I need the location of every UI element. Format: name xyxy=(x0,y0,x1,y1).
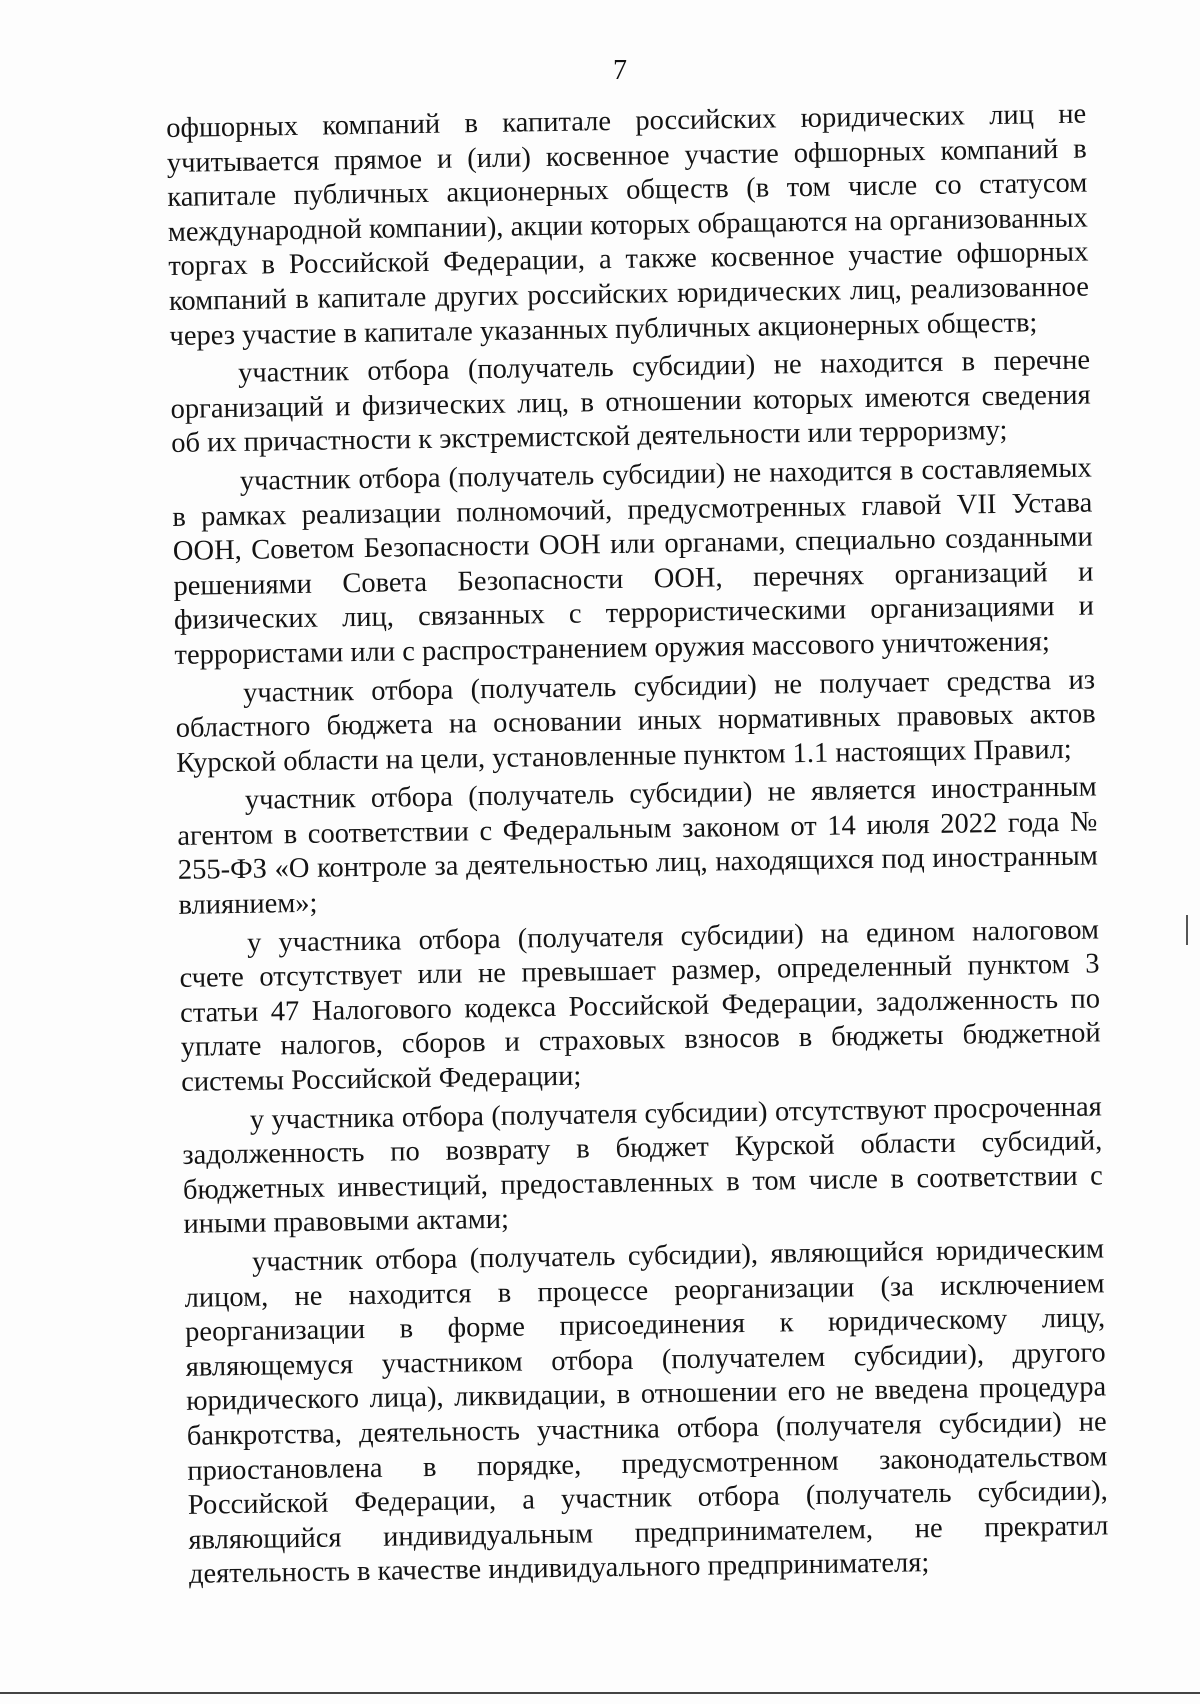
paragraph-reorganization-bankruptcy: участник отбора (получатель субсидии), являющийся юридическим лицом, не находится в процессе реорганизации (за исключением реорганизации в форме присоединения к юридическому лицу, являющемуся участником отбора (получателем субсидии), другого юридического лица), ликвидации, в отношении его не введена процедура банкротства, деятельность участника отбора (получателя субсидии) не приостановлена в порядке, предусмотренном законодательством Российской Федерации, а участник отбора (получатель субсидии), являющийся индивидуальным предпринимателем, не прекратил деятельность в качестве индивидуального предпринимателя; xyxy=(184,1233,1109,1591)
paragraph-overdue-debt: у участника отбора (получателя субсидии) отсутствуют просроченная задолженность по возврату в бюджет Курской области субсидий, бюджетных инвестиций, предоставленных в том числе в соответствии с иными правовыми актами; xyxy=(182,1091,1104,1241)
paragraph-un-sanctions-list: участник отбора (получатель субсидии) не находится в составляемых в рамках реализации полномочий, предусмотренных главой VII Устава ООН, Советом Безопасности ООН или органами, специально созданными решениями Совета Безопасности ООН, перечнях организаций и физических лиц, связанных с террористическими организациями и террористами или с распространением оружия массового уничтожения; xyxy=(172,452,1095,671)
paragraph-foreign-agent: участник отбора (получатель субсидии) не является иностранным агентом в соответствии с Федеральным законом от 14 июля 2022 года № 255-ФЗ «О контроле за деятельностью лиц, находящихся под иностранным влиянием»; xyxy=(177,771,1099,921)
paragraph-regional-budget-funds: участник отбора (получатель субсидии) не получает средства из областного бюджета на основании иных нормативных правовых актов Курской области на цели, установленные пунктом 1.1 настоящих Правил; xyxy=(175,663,1096,779)
paragraph-tax-debt: у участника отбора (получателя субсидии) на едином налоговом счете отсутствует или не превышает размер, определенный пунктом 3 статьи 47 Налогового кодекса Российской Федерации, задолженность по уплате налогов, сборов и страховых взносов в бюджеты бюджетной системы Российской Федерации; xyxy=(179,914,1101,1098)
scan-artifact-bottom xyxy=(0,1692,1200,1694)
paragraph-extremism-list: участник отбора (получатель субсидии) не находится в перечне организаций и физических лиц, в отношении которых имеются сведения об их причастности к экстремистской деятельности или терроризму; xyxy=(170,344,1091,460)
page-number: 7 xyxy=(613,55,627,86)
paragraph-offshore-participation: офшорных компаний в капитале российских юридических лиц не учитывается прямое и (или) косвенное участие офшорных компаний в капитале публичных акционерных обществ (в том числе со статусом международной компании), акции которых обращаются на организованных торгах в Российской Федерации, а также косвенное участие офшорных компаний в капитале других российских юридических лиц, реализованное через участие в капитале указанных публичных акционерных обществ; xyxy=(166,98,1090,352)
document-body xyxy=(166,98,1109,1597)
scan-artifact-right xyxy=(1186,915,1188,945)
